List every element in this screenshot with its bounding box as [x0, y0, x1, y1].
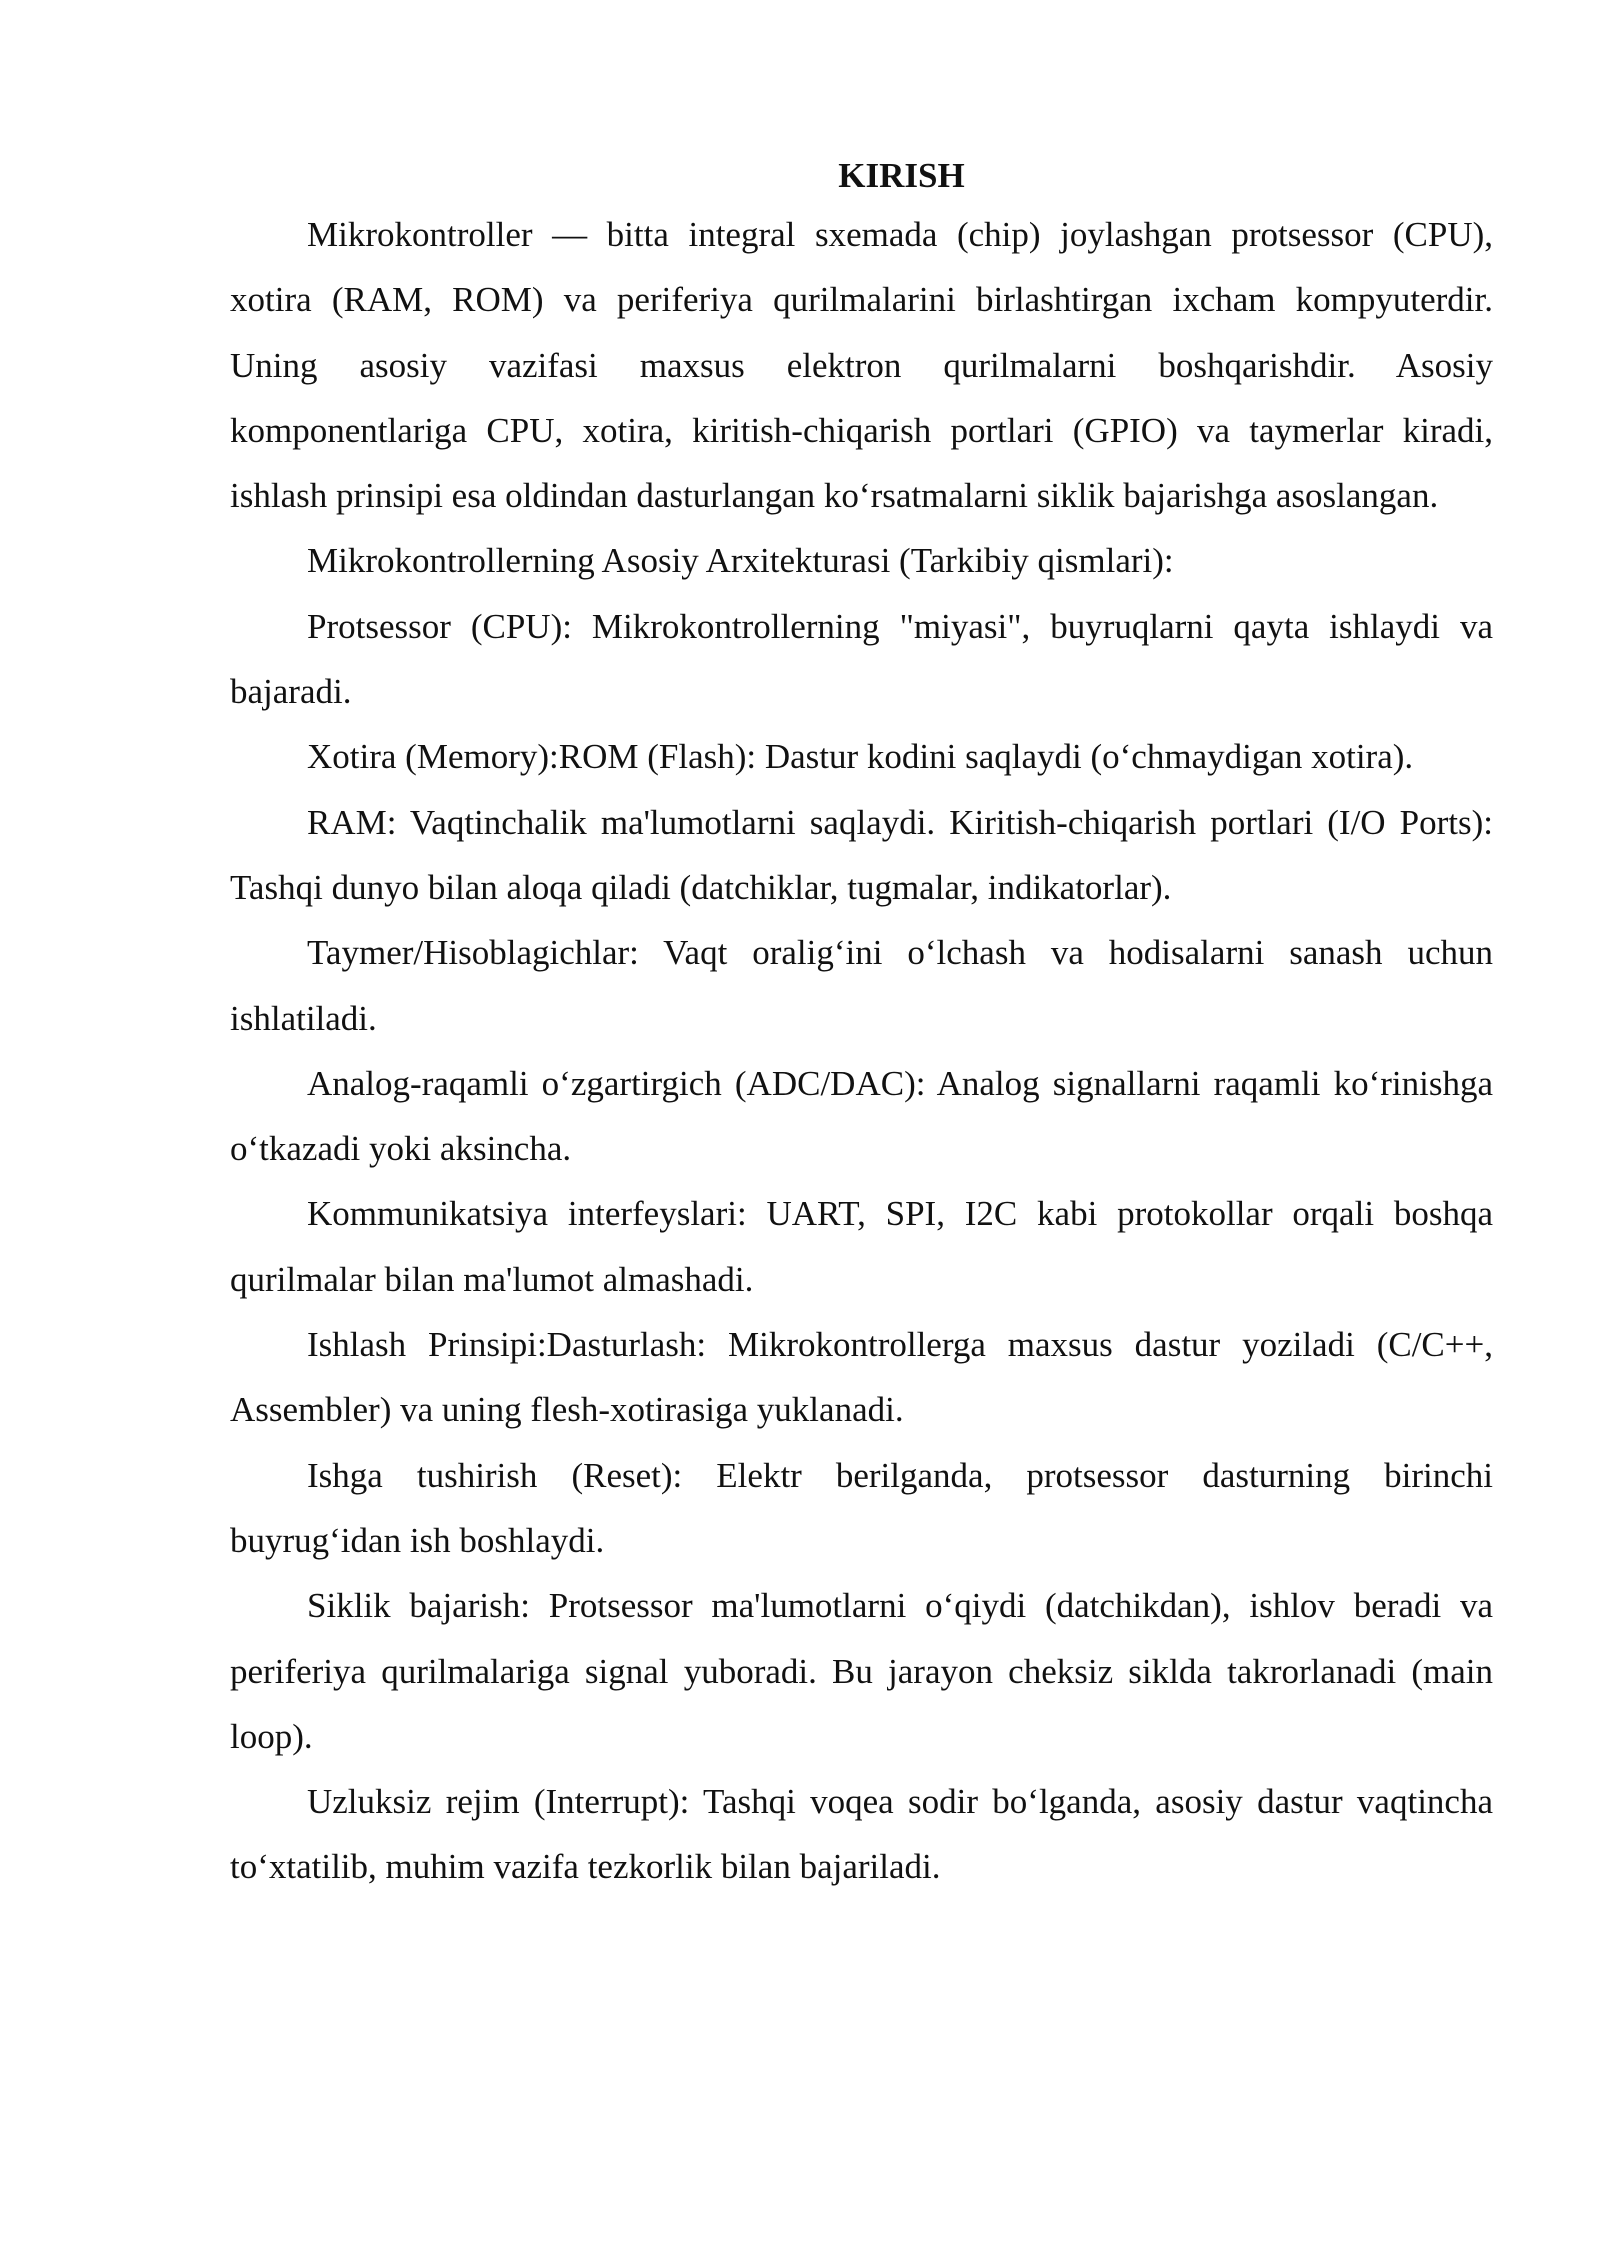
paragraph-interrupt: Uzluksiz rejim (Interrupt): Tashqi voqea sodir boʻlganda, asosiy dastur vaqtincha toʻxtatilib, muhim vazifa tezkorlik bilan bajariladi. — [230, 1782, 1493, 1887]
paragraph-intro: Mikrokontroller — bitta integral sxemada (chip) joylashgan protsessor (CPU), xotira (RAM, ROM) va periferiya qurilmalarini birlashtirgan ixcham kompyuterdir. Uning asosiy vazifasi maxsus elektron qurilmalarni boshqarishdir. Asosiy komponentlariga CPU, xotira, kiritish-chiqarish portlari (GPIO) va taymerlar kiradi, ishlash prinsipi esa oldindan dasturlangan koʻrsatmalarni siklik bajarishga asoslangan. — [230, 215, 1493, 516]
paragraph-communication: Kommunikatsiya interfeyslari: UART, SPI, I2C kabi protokollar orqali boshqa qurilmalar bilan ma'lumot almashadi. — [230, 1194, 1493, 1299]
document-page — [230, 150, 1493, 1900]
paragraph-memory-rom: Xotira (Memory):ROM (Flash): Dastur kodini saqlaydi (oʻchmaydigan xotira). — [307, 737, 1414, 777]
paragraph-timers: Taymer/Hisoblagichlar: Vaqt oraligʻini oʻlchash va hodisalarni sanash uchun ishlatiladi. — [230, 933, 1493, 1038]
paragraph-cyclic-execution: Siklik bajarish: Protsessor ma'lumotlarni oʻqiydi (datchikdan), ishlov beradi va periferiya qurilmalariga signal yuboradi. Bu jarayon cheksiz siklda takrorlanadi (main loop). — [230, 1586, 1493, 1756]
paragraph-adc-dac: Analog-raqamli oʻzgartirgich (ADC/DAC): Analog signallarni raqamli koʻrinishga oʻtkazadi yoki aksincha. — [230, 1063, 1493, 1169]
document-title: KIRISH — [838, 156, 965, 195]
paragraph-reset: Ishga tushirish (Reset): Elektr berilganda, protsessor dasturning birinchi buyrugʻidan ish boshlaydi. — [230, 1455, 1493, 1560]
paragraph-architecture-heading: Mikrokontrollerning Asosiy Arxitekturasi (Tarkibiy qismlari): — [307, 541, 1174, 581]
paragraph-programming: Ishlash Prinsipi:Dasturlash: Mikrokontrollerga maxsus dastur yoziladi (C/C++, Assembler) va uning flesh-xotirasiga yuklanadi. — [230, 1325, 1493, 1430]
paragraph-ram-io: RAM: Vaqtinchalik ma'lumotlarni saqlaydi. Kiritish-chiqarish portlari (I/O Ports): Tashqi dunyo bilan aloqa qiladi (datchiklar, tugmalar, indikatorlar). — [230, 802, 1493, 907]
paragraph-cpu: Protsessor (CPU): Mikrokontrollerning "miyasi", buyruqlarni qayta ishlaydi va bajaradi. — [230, 606, 1493, 712]
